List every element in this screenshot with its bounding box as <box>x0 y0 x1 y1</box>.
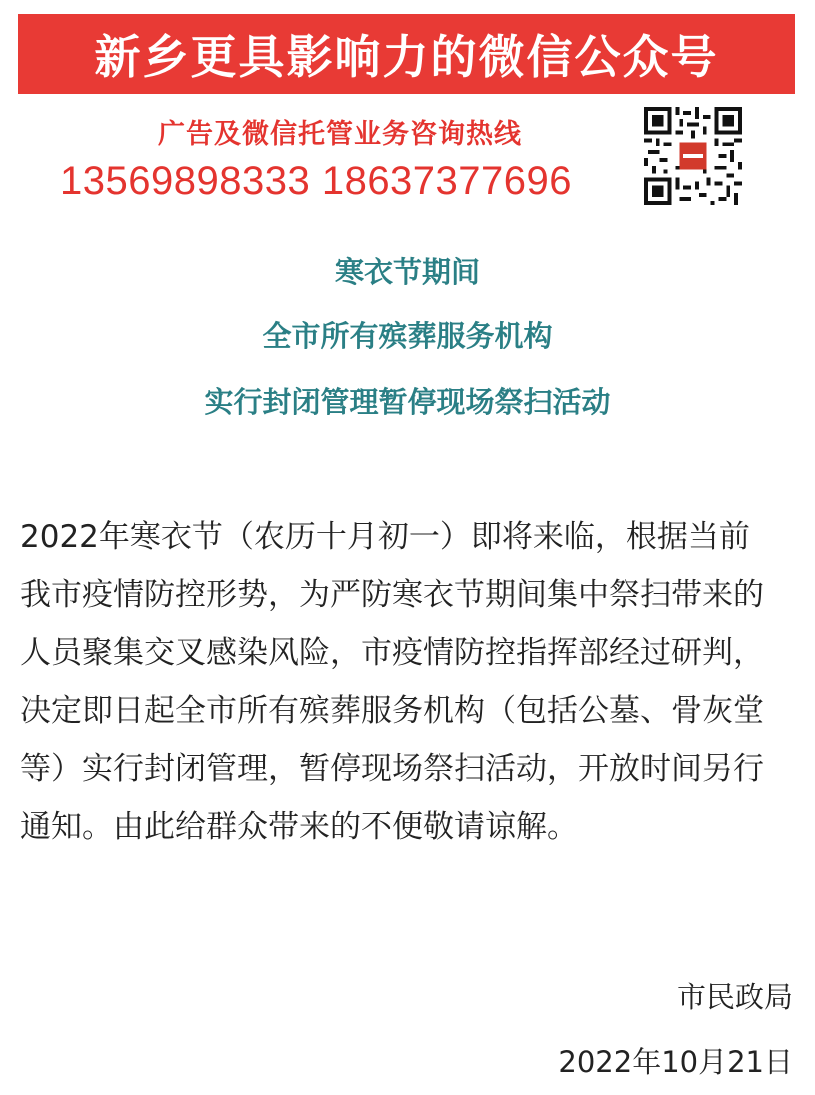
notice-body-line: 决定即日起全市所有殡葬服务机构（包括公墓、骨灰堂 <box>20 693 764 729</box>
headline-line-1: 寒衣节期间 <box>334 255 480 289</box>
advert-block <box>60 112 620 204</box>
signer: 市民政局 <box>676 980 793 1014</box>
notice-body-line: 我市疫情防控形势，为严防寒衣节期间集中祭扫带来的 <box>20 577 764 613</box>
headline-line-3: 实行封闭管理暂停现场祭扫活动 <box>204 385 611 419</box>
advert-phones: 13569898333 18637377696 <box>60 159 573 203</box>
headline-line-2: 全市所有殡葬服务机构 <box>262 319 553 353</box>
notice-body-line: 人员聚集交叉感染风险，市疫情防控指挥部经过研判， <box>20 635 764 671</box>
notice-body-line: 2022年寒衣节（农历十月初一）即将来临，根据当前 <box>20 519 750 555</box>
notice-body-line: 等）实行封闭管理，暂停现场祭扫活动，开放时间另行 <box>20 751 764 787</box>
notice-body <box>20 508 800 856</box>
header-banner <box>18 14 795 94</box>
issue-date: 2022年10月21日 <box>558 1045 793 1079</box>
banner-title: 新乡更具影响力的微信公众号 <box>94 30 719 84</box>
advert-label: 广告及微信托管业务咨询热线 <box>158 119 522 150</box>
notice-body-line: 通知。由此给群众带来的不便敬请谅解。 <box>20 809 578 845</box>
qr-code-icon <box>644 107 742 205</box>
